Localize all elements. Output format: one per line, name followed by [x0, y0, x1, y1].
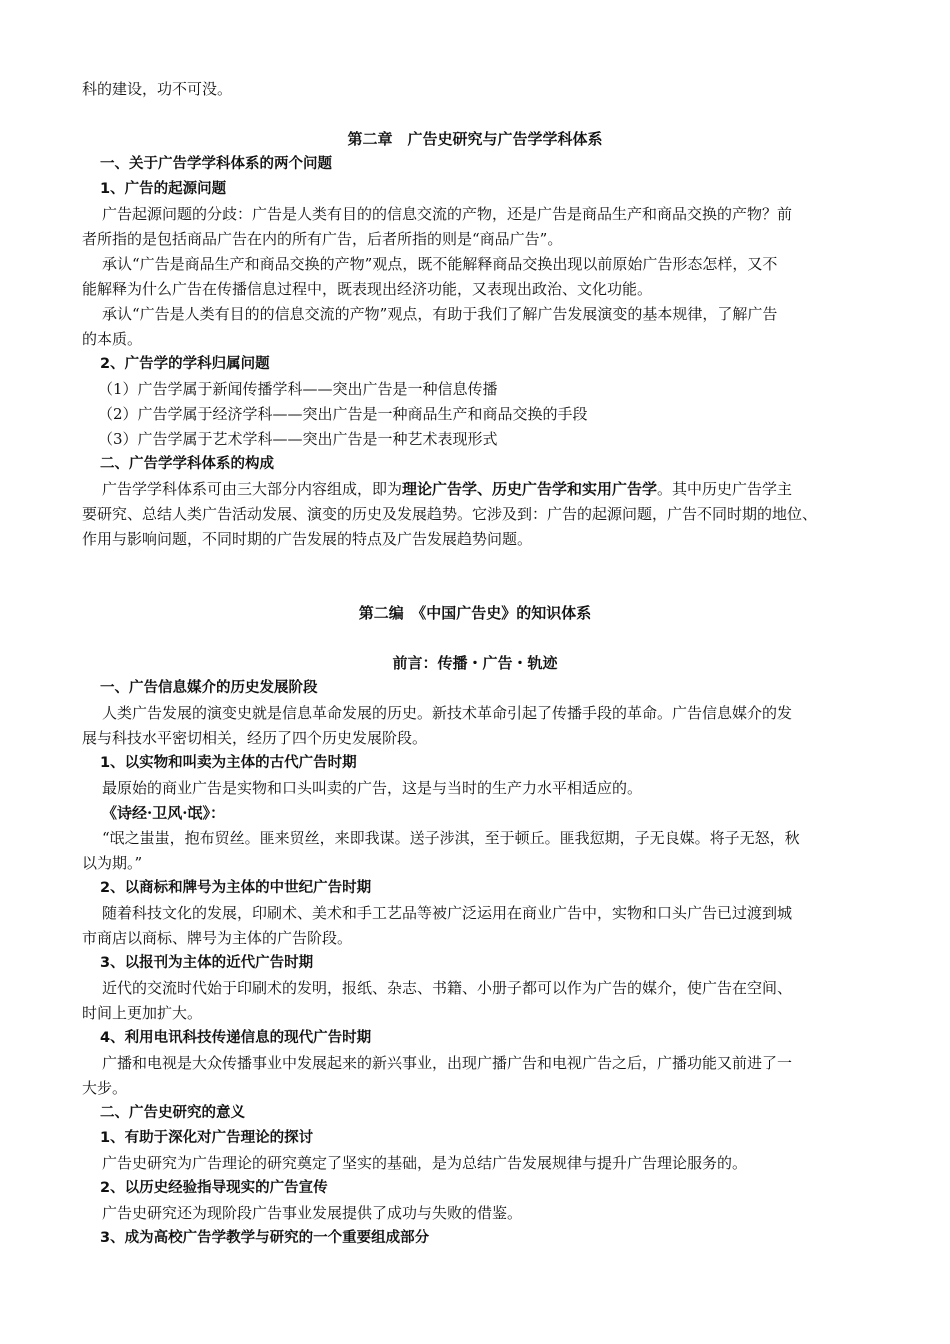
paragraph-text: 。其中历史广告学主: [657, 480, 793, 498]
list-item: （1）广告学属于新闻传播学科——突出广告是一种信息传播: [98, 380, 498, 398]
paragraph-line: “氓之蚩蚩，抱布贸丝。匪来贸丝，来即我谋。送子涉淇，至于顿丘。匪我愆期，子无良媒。将子无怒，秋: [102, 829, 800, 847]
section-heading: 二、广告史研究的意义: [100, 1105, 245, 1121]
paragraph-line: 随着科技文化的发展，印刷术、美术和手工艺品等被广泛运用在商业广告中，实物和口头广告已过渡到城: [102, 904, 793, 922]
subsection-heading: 2、以商标和牌号为主体的中世纪广告时期: [100, 880, 372, 896]
paragraph-line: 广告史研究还为现阶段广告事业发展提供了成功与失败的借鉴。: [102, 1204, 523, 1222]
subsection-heading: 1、以实物和叫卖为主体的古代广告时期: [100, 755, 357, 771]
paragraph-line: 能解释为什么广告在传播信息过程中，既表现出经济功能，又表现出政治、文化功能。: [82, 280, 653, 298]
paragraph-text: 广告学学科体系可由三大部分内容组成，即为: [102, 480, 403, 498]
paragraph-line: 承认“广告是人类有目的的信息交流的产物”观点，有助于我们了解广告发展演变的基本规律，了解广告: [102, 305, 778, 323]
list-item: （2）广告学属于经济学科——突出广告是一种商品生产和商品交换的手段: [98, 405, 588, 423]
subsection-heading: 1、广告的起源问题: [100, 181, 227, 197]
section-heading: 二、广告学学科体系的构成: [100, 456, 274, 472]
subsection-heading: 1、有助于深化对广告理论的探讨: [100, 1130, 314, 1146]
paragraph-line: 承认“广告是商品生产和商品交换的产物”观点，既不能解释商品交换出现以前原始广告形态怎样，又不: [102, 255, 778, 273]
paragraph-line: 科的建设，功不可没。: [82, 80, 233, 98]
subsection-heading: 2、以历史经验指导现实的广告宣传: [100, 1180, 328, 1196]
paragraph-line: 市商店以商标、牌号为主体的广告阶段。: [82, 929, 353, 947]
subsection-heading: 3、成为高校广告学教学与研究的一个重要组成部分: [100, 1230, 430, 1246]
poem-title: 《诗经·卫风·氓》：: [102, 804, 225, 822]
part-title: 第二编 《中国广告史》的知识体系: [358, 604, 592, 622]
bold-emphasis: 理论广告学、历史广告学和实用广告学: [402, 480, 658, 498]
section-heading: 一、广告信息媒介的历史发展阶段: [100, 680, 318, 696]
paragraph-line: 近代的交流时代始于印刷术的发明，报纸、杂志、书籍、小册子都可以作为广告的媒介，使广告在空间、: [102, 979, 793, 997]
paragraph-line: 作用与影响问题，不同时期的广告发展的特点及广告发展趋势问题。: [82, 530, 533, 548]
paragraph-line: 要研究、总结人类广告活动发展、演变的历史及发展趋势。它涉及到：广告的起源问题，广告不同时期的地位、: [82, 505, 818, 523]
paragraph-line: 以为期。”: [82, 854, 143, 872]
subsection-heading: 2、广告学的学科归属问题: [100, 356, 270, 372]
preface-title: 前言：传播・广告・轨迹: [392, 654, 558, 672]
paragraph-line: 广告史研究为广告理论的研究奠定了坚实的基础，是为总结广告发展规律与提升广告理论服务的。: [102, 1154, 748, 1172]
paragraph-line: 展与科技水平密切相关，经历了四个历史发展阶段。: [82, 729, 428, 747]
list-item: （3）广告学属于艺术学科——突出广告是一种艺术表现形式: [98, 430, 498, 448]
paragraph-line: 时间上更加扩大。: [82, 1004, 203, 1022]
paragraph-line: [102, 476, 902, 502]
paragraph-line: 广告起源问题的分歧：广告是人类有目的的信息交流的产物，还是广告是商品生产和商品交换的产物？前: [102, 205, 793, 223]
paragraph-line: 的本质。: [82, 330, 143, 348]
paragraph-line: 大步。: [82, 1079, 128, 1097]
paragraph-line: 广播和电视是大众传播事业中发展起来的新兴事业，出现广播广告和电视广告之后，广播功能又前进了一: [102, 1054, 793, 1072]
subsection-heading: 3、以报刊为主体的近代广告时期: [100, 955, 314, 971]
paragraph-line: 者所指的是包括商品广告在内的所有广告，后者所指的则是“商品广告”。: [82, 230, 563, 248]
paragraph-line: 最原始的商业广告是实物和口头叫卖的广告，这是与当时的生产力水平相适应的。: [102, 779, 643, 797]
subsection-heading: 4、利用电讯科技传递信息的现代广告时期: [100, 1030, 372, 1046]
paragraph-line: 人类广告发展的演变史就是信息革命发展的历史。新技术革命引起了传播手段的革命。广告信息媒介的发: [102, 704, 793, 722]
chapter-title: 第二章 广告史研究与广告学学科体系: [347, 130, 603, 148]
section-heading: 一、关于广告学学科体系的两个问题: [100, 156, 332, 172]
